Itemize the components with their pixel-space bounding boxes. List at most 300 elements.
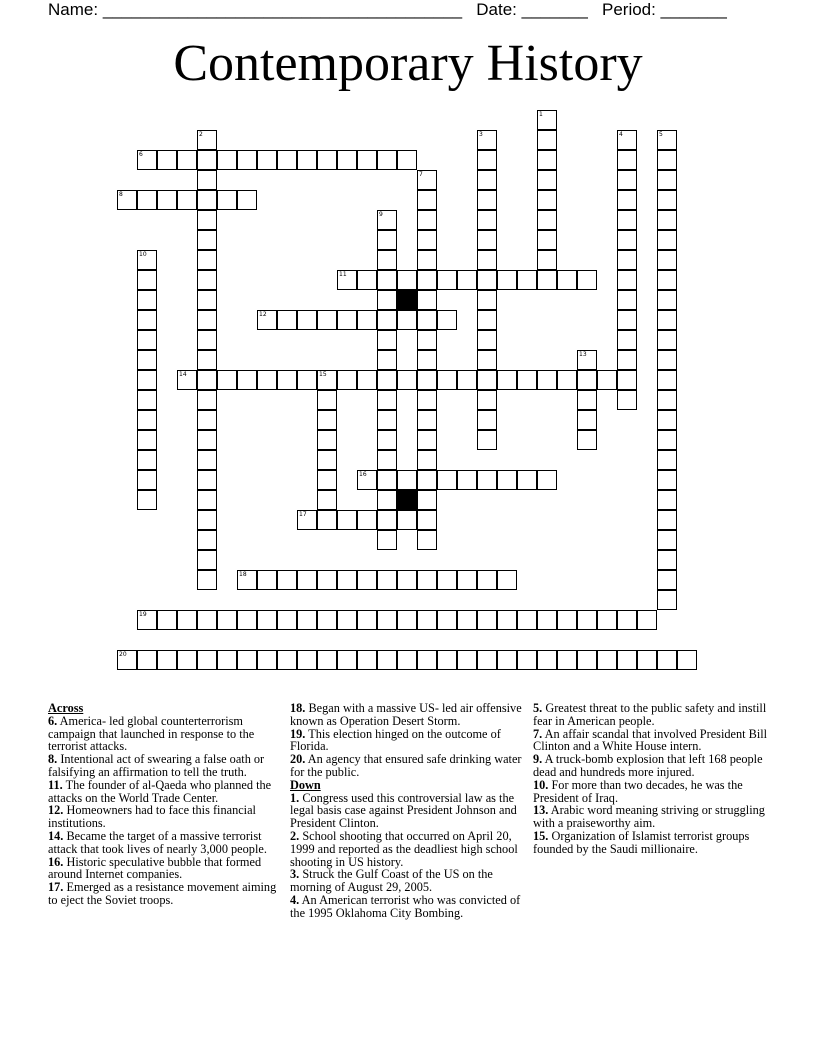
grid-cell[interactable] xyxy=(617,370,637,390)
grid-cell[interactable] xyxy=(337,570,357,590)
grid-cell[interactable] xyxy=(137,190,157,210)
grid-cell[interactable] xyxy=(657,570,677,590)
grid-cell[interactable] xyxy=(197,610,217,630)
grid-cell[interactable] xyxy=(617,230,637,250)
grid-cell[interactable] xyxy=(377,530,397,550)
grid-cell[interactable] xyxy=(497,610,517,630)
grid-cell[interactable] xyxy=(157,190,177,210)
grid-cell[interactable] xyxy=(317,310,337,330)
grid-cell[interactable] xyxy=(597,650,617,670)
grid-cell[interactable] xyxy=(657,410,677,430)
grid-cell[interactable] xyxy=(297,570,317,590)
grid-cell[interactable] xyxy=(417,330,437,350)
grid-cell[interactable] xyxy=(477,470,497,490)
grid-number-11: 11 xyxy=(339,271,347,278)
grid-cell[interactable] xyxy=(617,290,637,310)
grid-cell[interactable] xyxy=(317,430,337,450)
grid-cell[interactable] xyxy=(277,610,297,630)
grid-cell[interactable] xyxy=(137,310,157,330)
grid-cell[interactable] xyxy=(577,390,597,410)
grid-cell[interactable] xyxy=(377,270,397,290)
grid-cell[interactable] xyxy=(417,190,437,210)
grid-cell[interactable] xyxy=(177,150,197,170)
grid-cell[interactable] xyxy=(337,150,357,170)
grid-cell[interactable] xyxy=(317,470,337,490)
grid-cell[interactable] xyxy=(617,190,637,210)
grid-cell[interactable] xyxy=(217,370,237,390)
clue-across-6: 6. America- led global counterterrorism campaign that launched in response to the terrorist attacks. xyxy=(48,713,255,754)
grid-cell[interactable] xyxy=(617,150,637,170)
grid-cell[interactable] xyxy=(197,510,217,530)
grid-cell[interactable] xyxy=(377,370,397,390)
grid-number-20: 20 xyxy=(119,651,127,658)
across-heading: Across xyxy=(48,701,84,715)
grid-number-3: 3 xyxy=(479,131,483,138)
grid-cell[interactable] xyxy=(137,370,157,390)
grid-cell[interactable] xyxy=(657,550,677,570)
grid-cell[interactable] xyxy=(417,270,437,290)
grid-cell[interactable] xyxy=(557,650,577,670)
grid-cell[interactable] xyxy=(377,470,397,490)
grid-cell[interactable] xyxy=(177,650,197,670)
grid-cell[interactable] xyxy=(317,650,337,670)
grid-cell[interactable] xyxy=(377,390,397,410)
grid-cell[interactable] xyxy=(297,610,317,630)
grid-cell[interactable] xyxy=(417,510,437,530)
grid-cell[interactable] xyxy=(197,550,217,570)
grid-cell[interactable] xyxy=(397,570,417,590)
clue-across-18: 18. Began with a massive US- led air offensive known as Operation Desert Storm. xyxy=(290,701,522,728)
grid-cell[interactable] xyxy=(257,150,277,170)
grid-cell[interactable] xyxy=(657,650,677,670)
grid-cell[interactable] xyxy=(477,370,497,390)
clue-across-14: 14. Became the target of a massive terrorist attack that took lives of nearly 3,000 people. xyxy=(48,828,267,856)
grid-cell[interactable] xyxy=(277,370,297,390)
grid-cell[interactable] xyxy=(657,510,677,530)
grid-cell[interactable] xyxy=(437,470,457,490)
grid-cell[interactable] xyxy=(137,410,157,430)
grid-cell[interactable] xyxy=(317,490,337,510)
grid-cell[interactable] xyxy=(417,370,437,390)
grid-cell[interactable] xyxy=(477,410,497,430)
grid-cell[interactable] xyxy=(297,650,317,670)
grid-cell[interactable] xyxy=(617,650,637,670)
clue-down-3: 3. Struck the Gulf Coast of the US on the morning of August 29, 2005. xyxy=(290,867,493,895)
grid-number-9: 9 xyxy=(379,211,383,218)
grid-cell[interactable] xyxy=(157,650,177,670)
grid-cell[interactable] xyxy=(497,270,517,290)
grid-cell[interactable] xyxy=(237,610,257,630)
grid-cell[interactable] xyxy=(257,570,277,590)
grid-cell[interactable] xyxy=(657,250,677,270)
grid-cell[interactable] xyxy=(617,310,637,330)
grid-cell[interactable] xyxy=(537,150,557,170)
grid-cell[interactable] xyxy=(477,570,497,590)
grid-cell[interactable] xyxy=(617,170,637,190)
grid-cell[interactable] xyxy=(657,450,677,470)
grid-cell[interactable] xyxy=(437,570,457,590)
grid-cell[interactable] xyxy=(217,650,237,670)
grid-cell[interactable] xyxy=(477,330,497,350)
grid-cell[interactable] xyxy=(617,330,637,350)
grid-cell[interactable] xyxy=(537,610,557,630)
grid-cell[interactable] xyxy=(477,230,497,250)
grid-cell[interactable] xyxy=(537,230,557,250)
grid-cell[interactable] xyxy=(197,330,217,350)
grid-cell[interactable] xyxy=(197,370,217,390)
grid-cell[interactable] xyxy=(597,610,617,630)
grid-cell[interactable] xyxy=(397,510,417,530)
period-blank[interactable]: _______ xyxy=(660,0,727,19)
grid-cell[interactable] xyxy=(437,370,457,390)
grid-cell[interactable] xyxy=(357,150,377,170)
grid-cell[interactable] xyxy=(317,410,337,430)
clue-down-15: 15. Organization of Islamist terrorist groups founded by the Saudi millionaire. xyxy=(533,828,750,856)
grid-cell[interactable] xyxy=(617,210,637,230)
grid-cell[interactable] xyxy=(217,150,237,170)
grid-cell[interactable] xyxy=(657,330,677,350)
grid-cell[interactable] xyxy=(577,270,597,290)
grid-cell[interactable] xyxy=(657,350,677,370)
grid-cell[interactable] xyxy=(637,650,657,670)
grid-cell[interactable] xyxy=(397,310,417,330)
date-label: Date: xyxy=(476,0,517,19)
grid-cell[interactable] xyxy=(397,270,417,290)
grid-cell[interactable] xyxy=(377,410,397,430)
grid-cell[interactable] xyxy=(197,430,217,450)
grid-cell[interactable] xyxy=(137,650,157,670)
grid-cell[interactable] xyxy=(317,450,337,470)
grid-cell[interactable] xyxy=(197,150,217,170)
grid-number-14: 14 xyxy=(179,371,187,378)
clue-down-7: 7. An affair scandal that involved President Bill Clinton and a White House intern. xyxy=(533,726,768,754)
grid-cell[interactable] xyxy=(317,510,337,530)
grid-cell[interactable] xyxy=(617,610,637,630)
grid-cell[interactable] xyxy=(397,470,417,490)
clue-across-17: 17. Emerged as a resistance movement aiming to eject the Soviet troops. xyxy=(48,880,277,907)
grid-cell[interactable] xyxy=(537,190,557,210)
grid-cell[interactable] xyxy=(377,610,397,630)
grid-cell[interactable] xyxy=(197,270,217,290)
grid-cell[interactable] xyxy=(437,650,457,670)
grid-cell[interactable] xyxy=(477,650,497,670)
grid-cell[interactable] xyxy=(197,190,217,210)
grid-cell[interactable] xyxy=(597,370,617,390)
grid-cell[interactable] xyxy=(377,350,397,370)
grid-number-17: 17 xyxy=(299,511,307,518)
grid-cell[interactable] xyxy=(657,270,677,290)
grid-cell[interactable] xyxy=(377,650,397,670)
clue-column-3 xyxy=(533,702,769,856)
grid-cell[interactable] xyxy=(417,350,437,370)
grid-cell[interactable] xyxy=(537,370,557,390)
grid-cell[interactable] xyxy=(477,310,497,330)
grid-cell[interactable] xyxy=(517,610,537,630)
grid-cell[interactable] xyxy=(197,650,217,670)
grid-cell[interactable] xyxy=(337,510,357,530)
grid-cell[interactable] xyxy=(457,610,477,630)
grid-cell[interactable] xyxy=(617,250,637,270)
grid-cell[interactable] xyxy=(377,290,397,310)
grid-cell[interactable] xyxy=(277,570,297,590)
grid-cell[interactable] xyxy=(197,410,217,430)
grid-cell[interactable] xyxy=(557,270,577,290)
grid-cell[interactable] xyxy=(217,190,237,210)
grid-cell[interactable] xyxy=(357,270,377,290)
grid-cell[interactable] xyxy=(417,310,437,330)
grid-cell[interactable] xyxy=(617,350,637,370)
grid-cell[interactable] xyxy=(557,370,577,390)
grid-cell[interactable] xyxy=(197,290,217,310)
grid-cell[interactable] xyxy=(657,370,677,390)
grid-cell[interactable] xyxy=(657,430,677,450)
grid-cell[interactable] xyxy=(477,390,497,410)
grid-cell[interactable] xyxy=(537,250,557,270)
grid-cell[interactable] xyxy=(477,270,497,290)
grid-cell[interactable] xyxy=(237,150,257,170)
grid-cell[interactable] xyxy=(197,570,217,590)
grid-cell[interactable] xyxy=(497,570,517,590)
grid-cell[interactable] xyxy=(677,650,697,670)
grid-cell[interactable] xyxy=(517,370,537,390)
grid-cell[interactable] xyxy=(437,270,457,290)
grid-cell[interactable] xyxy=(237,370,257,390)
grid-cell[interactable] xyxy=(417,450,437,470)
grid-block xyxy=(397,290,417,310)
grid-cell[interactable] xyxy=(397,650,417,670)
grid-cell[interactable] xyxy=(337,650,357,670)
grid-cell[interactable] xyxy=(197,470,217,490)
grid-cell[interactable] xyxy=(657,470,677,490)
grid-cell[interactable] xyxy=(517,470,537,490)
grid-cell[interactable] xyxy=(357,570,377,590)
grid-cell[interactable] xyxy=(657,190,677,210)
grid-cell[interactable] xyxy=(417,610,437,630)
grid-cell[interactable] xyxy=(297,310,317,330)
grid-cell[interactable] xyxy=(657,390,677,410)
grid-cell[interactable] xyxy=(517,270,537,290)
grid-cell[interactable] xyxy=(657,590,677,610)
clue-down-5: 5. Greatest threat to the public safety and instill fear in American people. xyxy=(533,701,767,728)
grid-cell[interactable] xyxy=(457,650,477,670)
clue-down-9: 9. A truck-bomb explosion that left 168 people dead and hundreds more injured. xyxy=(533,752,763,779)
grid-cell[interactable] xyxy=(357,310,377,330)
grid-cell[interactable] xyxy=(277,650,297,670)
grid-cell[interactable] xyxy=(137,490,157,510)
grid-number-4: 4 xyxy=(619,131,623,138)
grid-cell[interactable] xyxy=(397,370,417,390)
grid-cell[interactable] xyxy=(357,650,377,670)
grid-number-10: 10 xyxy=(139,251,147,258)
name-blank[interactable]: ______________________________________ xyxy=(102,0,463,19)
grid-number-2: 2 xyxy=(199,131,203,138)
grid-cell[interactable] xyxy=(577,610,597,630)
grid-cell[interactable] xyxy=(137,430,157,450)
grid-cell[interactable] xyxy=(497,650,517,670)
grid-cell[interactable] xyxy=(457,270,477,290)
grid-cell[interactable] xyxy=(417,390,437,410)
grid-cell[interactable] xyxy=(417,530,437,550)
grid-cell[interactable] xyxy=(157,610,177,630)
grid-cell[interactable] xyxy=(257,610,277,630)
grid-cell[interactable] xyxy=(377,570,397,590)
grid-cell[interactable] xyxy=(557,610,577,630)
grid-cell[interactable] xyxy=(417,290,437,310)
grid-cell[interactable] xyxy=(337,610,357,630)
grid-cell[interactable] xyxy=(477,170,497,190)
grid-cell[interactable] xyxy=(417,470,437,490)
grid-cell[interactable] xyxy=(577,650,597,670)
grid-cell[interactable] xyxy=(317,390,337,410)
grid-cell[interactable] xyxy=(577,370,597,390)
grid-cell[interactable] xyxy=(377,490,397,510)
grid-number-16: 16 xyxy=(359,471,367,478)
grid-cell[interactable] xyxy=(197,210,217,230)
grid-cell[interactable] xyxy=(357,610,377,630)
grid-cell[interactable] xyxy=(137,290,157,310)
grid-cell[interactable] xyxy=(617,390,637,410)
grid-cell[interactable] xyxy=(537,470,557,490)
grid-cell[interactable] xyxy=(417,410,437,430)
grid-cell[interactable] xyxy=(397,150,417,170)
grid-cell[interactable] xyxy=(537,210,557,230)
grid-cell[interactable] xyxy=(337,310,357,330)
grid-cell[interactable] xyxy=(577,430,597,450)
grid-cell[interactable] xyxy=(197,450,217,470)
grid-cell[interactable] xyxy=(197,490,217,510)
grid-cell[interactable] xyxy=(317,150,337,170)
grid-cell[interactable] xyxy=(657,210,677,230)
grid-cell[interactable] xyxy=(317,570,337,590)
grid-cell[interactable] xyxy=(537,650,557,670)
grid-cell[interactable] xyxy=(537,170,557,190)
grid-cell[interactable] xyxy=(657,150,677,170)
grid-cell[interactable] xyxy=(477,150,497,170)
grid-cell[interactable] xyxy=(277,150,297,170)
grid-cell[interactable] xyxy=(197,170,217,190)
grid-cell[interactable] xyxy=(497,470,517,490)
grid-cell[interactable] xyxy=(417,430,437,450)
grid-cell[interactable] xyxy=(577,410,597,430)
grid-cell[interactable] xyxy=(317,610,337,630)
grid-cell[interactable] xyxy=(197,390,217,410)
grid-cell[interactable] xyxy=(477,430,497,450)
grid-cell[interactable] xyxy=(417,490,437,510)
clue-column-2 xyxy=(290,702,526,920)
grid-cell[interactable] xyxy=(377,230,397,250)
grid-cell[interactable] xyxy=(377,310,397,330)
grid-cell[interactable] xyxy=(537,130,557,150)
grid-cell[interactable] xyxy=(437,310,457,330)
grid-cell[interactable] xyxy=(177,190,197,210)
grid-cell[interactable] xyxy=(137,470,157,490)
grid-cell[interactable] xyxy=(377,330,397,350)
grid-cell[interactable] xyxy=(197,230,217,250)
grid-number-5: 5 xyxy=(659,131,663,138)
date-blank[interactable]: _______ xyxy=(521,0,588,19)
grid-cell[interactable] xyxy=(377,250,397,270)
grid-cell[interactable] xyxy=(357,510,377,530)
grid-cell[interactable] xyxy=(657,230,677,250)
grid-cell[interactable] xyxy=(377,430,397,450)
grid-cell[interactable] xyxy=(497,370,517,390)
grid-cell[interactable] xyxy=(457,370,477,390)
grid-cell[interactable] xyxy=(137,330,157,350)
period-label: Period: xyxy=(602,0,656,19)
grid-cell[interactable] xyxy=(137,270,157,290)
grid-cell[interactable] xyxy=(477,190,497,210)
grid-cell[interactable] xyxy=(217,610,237,630)
grid-cell[interactable] xyxy=(417,650,437,670)
grid-cell[interactable] xyxy=(617,270,637,290)
grid-cell[interactable] xyxy=(377,510,397,530)
grid-cell[interactable] xyxy=(477,290,497,310)
grid-cell[interactable] xyxy=(137,390,157,410)
grid-cell[interactable] xyxy=(477,350,497,370)
grid-number-19: 19 xyxy=(139,611,147,618)
grid-cell[interactable] xyxy=(417,250,437,270)
clue-across-16: 16. Historic speculative bubble that formed around Internet companies. xyxy=(48,854,262,882)
grid-cell[interactable] xyxy=(377,150,397,170)
grid-cell[interactable] xyxy=(197,350,217,370)
grid-cell[interactable] xyxy=(197,530,217,550)
grid-cell[interactable] xyxy=(417,570,437,590)
grid-number-6: 6 xyxy=(139,151,143,158)
grid-cell[interactable] xyxy=(657,490,677,510)
grid-cell[interactable] xyxy=(517,650,537,670)
clue-down-10: 10. For more than two decades, he was the President of Iraq. xyxy=(533,777,743,805)
grid-cell[interactable] xyxy=(657,310,677,330)
clue-down-1: 1. Congress used this controversial law as the legal basis case against President Johnson and President Clinton. xyxy=(290,790,517,831)
down-heading: Down xyxy=(290,777,321,792)
grid-cell[interactable] xyxy=(657,530,677,550)
grid-cell[interactable] xyxy=(197,250,217,270)
grid-cell[interactable] xyxy=(157,150,177,170)
grid-cell[interactable] xyxy=(257,370,277,390)
grid-cell[interactable] xyxy=(177,610,197,630)
grid-cell[interactable] xyxy=(297,150,317,170)
grid-cell[interactable] xyxy=(357,370,377,390)
grid-cell[interactable] xyxy=(377,450,397,470)
grid-number-12: 12 xyxy=(259,311,267,318)
grid-cell[interactable] xyxy=(197,310,217,330)
grid-cell[interactable] xyxy=(457,470,477,490)
grid-cell[interactable] xyxy=(297,370,317,390)
grid-cell[interactable] xyxy=(137,350,157,370)
grid-cell[interactable] xyxy=(277,310,297,330)
grid-number-13: 13 xyxy=(579,351,587,358)
grid-cell[interactable] xyxy=(417,210,437,230)
grid-cell[interactable] xyxy=(657,170,677,190)
grid-cell[interactable] xyxy=(657,290,677,310)
clue-down-4: 4. An American terrorist who was convicted of the 1995 Oklahoma City Bombing. xyxy=(290,892,521,920)
grid-cell[interactable] xyxy=(637,610,657,630)
grid-cell[interactable] xyxy=(417,230,437,250)
grid-cell[interactable] xyxy=(257,650,277,670)
grid-cell[interactable] xyxy=(437,610,457,630)
grid-cell[interactable] xyxy=(337,370,357,390)
grid-cell[interactable] xyxy=(477,210,497,230)
grid-cell[interactable] xyxy=(237,190,257,210)
grid-cell[interactable] xyxy=(477,610,497,630)
grid-cell[interactable] xyxy=(137,450,157,470)
grid-cell[interactable] xyxy=(397,610,417,630)
grid-cell[interactable] xyxy=(537,270,557,290)
grid-cell[interactable] xyxy=(237,650,257,670)
grid-cell[interactable] xyxy=(477,250,497,270)
grid-cell[interactable] xyxy=(457,570,477,590)
clue-across-12: 12. Homeowners had to face this financial institutions. xyxy=(48,803,256,831)
